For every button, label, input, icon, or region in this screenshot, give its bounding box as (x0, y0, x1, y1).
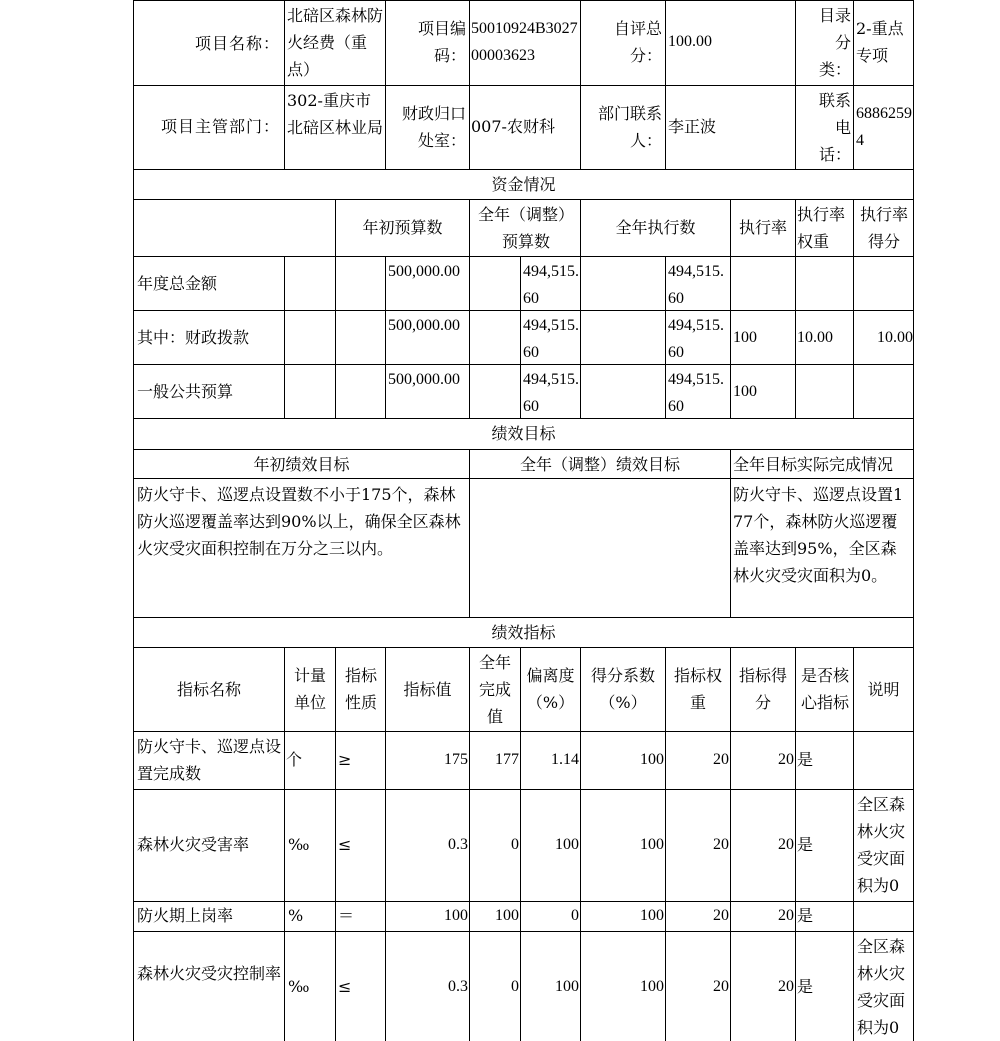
project-name-label: 项目名称： (194, 34, 280, 53)
ind-header-core: 是否核心指标 (800, 666, 849, 712)
contact-label: 部门联系人： (597, 104, 662, 150)
ind-row-deviation: 1.14 (551, 751, 579, 768)
ind-header-target: 指标值 (403, 680, 452, 699)
ind-row-unit: 个 (286, 750, 303, 769)
project-code-value: 50010924B302700003623 (471, 20, 578, 64)
funds-row-initial: 500,000.00 (388, 263, 460, 280)
goals-actual-text: 防火守卡、巡逻点设置177个，森林防火巡逻覆盖率达到95%，全区森林火灾受灾面积为0。 (733, 485, 904, 585)
category-label: 目录分类： (818, 6, 851, 79)
ind-row-weight: 20 (713, 836, 729, 853)
goals-initial-header: 年初绩效目标 (253, 455, 350, 474)
funds-row-initial: 500,000.00 (388, 317, 460, 334)
phone-value: 68862594 (856, 105, 912, 149)
project-code-label: 项目编码： (417, 19, 466, 65)
funds-row-executed: 494,515.60 (668, 263, 724, 307)
ind-row-name: 森林火灾受害率 (137, 835, 250, 854)
ind-row-nature: ≤ (338, 835, 352, 854)
funds-header-adjusted: 全年（调整）预算数 (478, 205, 575, 251)
ind-row-target: 175 (444, 751, 468, 768)
ind-row-note: 全区森林火灾受灾面积为0 (857, 937, 906, 1037)
grid-line (284, 0, 285, 169)
grid-line (795, 199, 796, 256)
table-border-left (133, 0, 134, 1041)
ind-row-score: 20 (778, 978, 794, 995)
ind-header-coef: 得分系数（%） (590, 666, 655, 712)
funds-row-score: 10.00 (877, 329, 913, 346)
grid-line (795, 647, 796, 1041)
grid-line (853, 199, 854, 256)
ind-row-unit: % (288, 906, 304, 925)
self-score-value: 100.00 (668, 33, 712, 50)
ind-row-target: 0.3 (448, 836, 468, 853)
ind-row-actual: 0 (511, 836, 519, 853)
ind-row-core: 是 (797, 750, 814, 769)
ind-row-deviation: 100 (555, 836, 579, 853)
ind-row-weight: 20 (713, 751, 729, 768)
ind-row-nature: ＝ (338, 906, 355, 925)
ind-row-score: 20 (778, 836, 794, 853)
goals-adjusted-header: 全年（调整）绩效目标 (519, 455, 680, 474)
ind-row-weight: 20 (713, 978, 729, 995)
funds-header-rate: 执行率 (738, 218, 787, 237)
self-score-label: 自评总分： (613, 19, 662, 65)
funds-section-title: 资金情况 (491, 175, 556, 194)
grid-line (580, 256, 581, 418)
ind-row-target: 0.3 (448, 978, 468, 995)
dept-label: 项目主管部门： (160, 117, 280, 136)
category-value: 2-重点专项 (856, 19, 904, 65)
project-name-value: 北碚区森林防火经费（重点） (287, 6, 384, 79)
ind-header-score: 指标得分 (738, 666, 787, 712)
grid-line (133, 85, 914, 86)
funds-header-rate-score: 执行率得分 (859, 205, 908, 251)
grid-line (853, 0, 854, 169)
goals-initial-text: 防火守卡、巡逻点设置数不小于175个，森林防火巡逻覆盖率达到90%以上，确保全区森林火灾受灾面积控制在万分之三以内。 (137, 485, 461, 558)
ind-row-score: 20 (778, 907, 794, 924)
grid-line (133, 199, 914, 200)
ind-row-note: 全区森林火灾受灾面积为0 (857, 795, 906, 895)
ind-row-name: 森林火灾受灾控制率 (137, 964, 282, 983)
funds-row-adjusted: 494,515.60 (523, 317, 579, 361)
grid-line (335, 256, 336, 418)
ind-header-unit: 计量单位 (293, 666, 326, 712)
grid-line (385, 0, 386, 169)
ind-row-target: 100 (444, 907, 468, 924)
ind-row-actual: 177 (495, 751, 519, 768)
ind-row-deviation: 0 (571, 907, 579, 924)
ind-row-name: 防火期上岗率 (137, 906, 234, 925)
funds-row-adjusted: 494,515.60 (523, 371, 579, 415)
funds-row-adjusted: 494,515.60 (523, 263, 579, 307)
grid-line (133, 931, 914, 932)
table-border-right (913, 0, 914, 1041)
funds-row-initial: 500,000.00 (388, 371, 460, 388)
ind-row-core: 是 (797, 835, 814, 854)
ind-header-deviation: 偏离度（%） (526, 666, 575, 712)
ind-row-unit: ‰ (288, 977, 310, 996)
ind-header-note: 说明 (867, 680, 900, 699)
funds-header-rate-weight: 执行率权重 (797, 205, 846, 251)
ind-header-nature: 指标性质 (344, 666, 377, 712)
ind-row-core: 是 (797, 977, 814, 996)
funds-row-label: 一般公共预算 (137, 382, 234, 401)
ind-header-weight: 指标权重 (673, 666, 722, 712)
funds-header-initial: 年初预算数 (362, 218, 443, 237)
contact-value: 李正波 (668, 117, 717, 136)
ind-row-coef: 100 (640, 751, 664, 768)
grid-line (469, 256, 470, 418)
finance-dept-label: 财政归口处室： (401, 104, 466, 150)
ind-row-nature: ≥ (338, 750, 352, 769)
grid-line (133, 731, 914, 732)
grid-line (665, 0, 666, 169)
ind-row-coef: 100 (640, 907, 664, 924)
funds-row-weight: 10.00 (797, 329, 833, 346)
grid-line (730, 256, 731, 418)
ind-row-core: 是 (797, 906, 814, 925)
ind-row-coef: 100 (640, 836, 664, 853)
grid-line (580, 0, 581, 169)
grid-line (520, 256, 521, 418)
ind-header-name: 指标名称 (176, 680, 241, 699)
grid-line (133, 617, 914, 618)
grid-line (133, 449, 914, 450)
ind-row-actual: 100 (495, 907, 519, 924)
funds-row-executed: 494,515.60 (668, 371, 724, 415)
ind-row-deviation: 100 (555, 978, 579, 995)
grid-line (284, 647, 285, 1041)
ind-row-weight: 20 (713, 907, 729, 924)
ind-row-unit: ‰ (288, 835, 310, 854)
funds-row-label: 年度总金额 (137, 274, 218, 293)
funds-row-rate: 100 (733, 383, 757, 400)
ind-row-nature: ≤ (338, 977, 352, 996)
finance-dept-value: 007-农财科 (471, 117, 555, 136)
funds-row-executed: 494,515.60 (668, 317, 724, 361)
grid-line (133, 789, 914, 790)
ind-header-actual: 全年完成值 (478, 653, 511, 726)
goals-section-title: 绩效目标 (491, 424, 556, 443)
grid-line (853, 256, 854, 418)
dept-value: 302-重庆市北碚区林业局 (287, 91, 384, 137)
grid-line (133, 169, 914, 170)
phone-label: 联系电话： (818, 91, 851, 164)
grid-line (133, 478, 914, 479)
indicators-section-title: 绩效指标 (491, 623, 556, 642)
ind-row-actual: 0 (511, 978, 519, 995)
funds-row-rate: 100 (733, 329, 757, 346)
grid-line (385, 256, 386, 418)
grid-line (730, 449, 731, 617)
funds-row-label: 其中：财政拨款 (137, 328, 250, 347)
grid-line (795, 0, 796, 169)
grid-line (665, 256, 666, 418)
grid-line (853, 647, 854, 1041)
grid-line (335, 647, 336, 1041)
ind-row-coef: 100 (640, 978, 664, 995)
grid-line (469, 199, 470, 256)
ind-row-score: 20 (778, 751, 794, 768)
grid-line (469, 0, 470, 169)
goals-actual-header: 全年目标实际完成情况 (733, 455, 894, 474)
grid-line (795, 256, 796, 418)
grid-line (284, 256, 285, 418)
grid-line (133, 647, 914, 648)
grid-line (133, 256, 914, 257)
ind-row-name: 防火守卡、巡逻点设置完成数 (137, 737, 282, 783)
funds-header-executed: 全年执行数 (615, 218, 696, 237)
grid-line (133, 0, 914, 1)
